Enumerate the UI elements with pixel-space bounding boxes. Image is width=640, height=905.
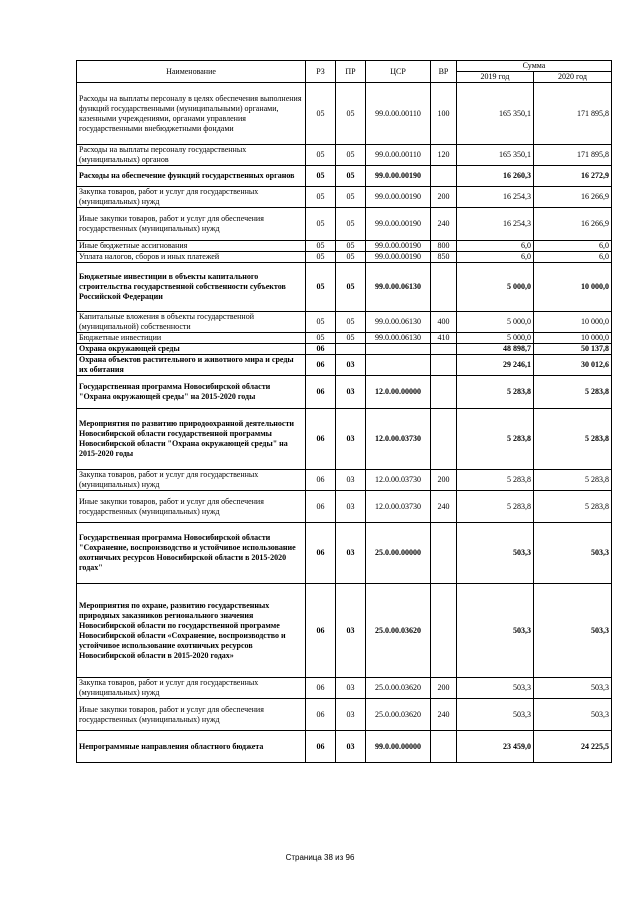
cell-pr: 05 (336, 145, 366, 166)
cell-y2019: 165 350,1 (457, 145, 534, 166)
cell-csr: 25.0.00.00000 (366, 523, 431, 584)
table-row (77, 376, 612, 409)
cell-y2020: 30 012,6 (534, 355, 612, 376)
header-vr: ВР (431, 61, 457, 83)
cell-rz: 05 (306, 208, 336, 241)
cell-y2019: 165 350,1 (457, 83, 534, 145)
cell-y2019: 503,3 (457, 584, 534, 678)
table-row (77, 409, 612, 470)
cell-y2020: 24 225,5 (534, 731, 612, 763)
cell-y2020: 503,3 (534, 523, 612, 584)
cell-csr: 12.0.00.03730 (366, 470, 431, 491)
cell-name: Иные бюджетные ассигнования (77, 241, 306, 252)
cell-y2020: 5 283,8 (534, 409, 612, 470)
cell-rz: 06 (306, 409, 336, 470)
cell-y2019: 16 254,3 (457, 187, 534, 208)
cell-y2019: 5 283,8 (457, 470, 534, 491)
cell-pr: 05 (336, 252, 366, 263)
cell-y2020: 171 895,8 (534, 145, 612, 166)
header-rz: РЗ (306, 61, 336, 83)
cell-pr: 03 (336, 584, 366, 678)
cell-y2020: 503,3 (534, 699, 612, 731)
cell-pr: 05 (336, 208, 366, 241)
cell-y2019: 5 000,0 (457, 333, 534, 344)
cell-y2020: 171 895,8 (534, 83, 612, 145)
cell-y2020: 5 283,8 (534, 470, 612, 491)
cell-vr: 120 (431, 145, 457, 166)
table-row (77, 252, 612, 263)
cell-csr: 12.0.00.03730 (366, 409, 431, 470)
cell-csr: 99.0.00.00190 (366, 241, 431, 252)
cell-pr: 03 (336, 678, 366, 699)
cell-vr: 850 (431, 252, 457, 263)
cell-name: Закупка товаров, работ и услуг для государственных (муниципальных) нужд (77, 470, 306, 491)
cell-y2020: 503,3 (534, 584, 612, 678)
cell-pr: 03 (336, 409, 366, 470)
cell-pr: 05 (336, 241, 366, 252)
cell-vr: 410 (431, 333, 457, 344)
cell-y2019: 503,3 (457, 523, 534, 584)
cell-vr: 240 (431, 208, 457, 241)
cell-y2019: 6,0 (457, 241, 534, 252)
cell-csr: 12.0.00.03730 (366, 491, 431, 523)
table-row (77, 312, 612, 333)
cell-y2019: 16 260,3 (457, 166, 534, 187)
cell-vr (431, 263, 457, 312)
cell-vr (431, 344, 457, 355)
table-row (77, 263, 612, 312)
table-row (77, 166, 612, 187)
table-row (77, 491, 612, 523)
cell-pr: 03 (336, 470, 366, 491)
cell-csr: 25.0.00.03620 (366, 584, 431, 678)
cell-vr (431, 166, 457, 187)
cell-vr: 800 (431, 241, 457, 252)
cell-name: Расходы на выплаты персоналу государственных (муниципальных) органов (77, 145, 306, 166)
cell-rz: 06 (306, 470, 336, 491)
cell-name: Закупка товаров, работ и услуг для государственных (муниципальных) нужд (77, 678, 306, 699)
cell-name: Непрограммные направления областного бюджета (77, 731, 306, 763)
cell-csr: 99.0.00.00190 (366, 187, 431, 208)
cell-pr: 05 (336, 187, 366, 208)
cell-csr: 99.0.00.00000 (366, 731, 431, 763)
header-csr: ЦСР (366, 61, 431, 83)
cell-y2020: 6,0 (534, 252, 612, 263)
cell-y2019: 5 283,8 (457, 376, 534, 409)
cell-name: Расходы на выплаты персоналу в целях обеспечения выполнения функций государственными (муниципальными) органами, казенными учреждениями, органами управления государственными внебюджетными фондами (77, 83, 306, 145)
cell-y2020: 16 272,9 (534, 166, 612, 187)
cell-pr: 05 (336, 83, 366, 145)
cell-vr: 240 (431, 699, 457, 731)
cell-pr: 03 (336, 731, 366, 763)
cell-name: Иные закупки товаров, работ и услуг для обеспечения государственных (муниципальных) нужд (77, 208, 306, 241)
cell-vr: 400 (431, 312, 457, 333)
cell-name: Расходы на обеспечение функций государственных органов (77, 166, 306, 187)
cell-csr: 99.0.00.00110 (366, 83, 431, 145)
cell-csr: 12.0.00.00000 (366, 376, 431, 409)
cell-y2020: 5 283,8 (534, 376, 612, 409)
cell-pr: 05 (336, 312, 366, 333)
table-row (77, 187, 612, 208)
cell-rz: 05 (306, 83, 336, 145)
cell-csr (366, 355, 431, 376)
cell-csr: 99.0.00.06130 (366, 312, 431, 333)
cell-y2020: 16 266,9 (534, 208, 612, 241)
cell-csr: 99.0.00.06130 (366, 333, 431, 344)
cell-y2020: 10 000,0 (534, 312, 612, 333)
cell-csr: 99.0.00.00190 (366, 208, 431, 241)
cell-name: Иные закупки товаров, работ и услуг для обеспечения государственных (муниципальных) нужд (77, 699, 306, 731)
cell-y2019: 503,3 (457, 678, 534, 699)
cell-vr: 240 (431, 491, 457, 523)
cell-y2019: 29 246,1 (457, 355, 534, 376)
header-sum: Сумма (457, 61, 612, 72)
cell-csr: 25.0.00.03620 (366, 699, 431, 731)
table-row (77, 333, 612, 344)
cell-rz: 06 (306, 731, 336, 763)
cell-name: Иные закупки товаров, работ и услуг для обеспечения государственных (муниципальных) нужд (77, 491, 306, 523)
table-row (77, 678, 612, 699)
cell-vr: 100 (431, 83, 457, 145)
table-row (77, 355, 612, 376)
cell-pr: 05 (336, 263, 366, 312)
cell-y2020: 10 000,0 (534, 263, 612, 312)
cell-name: Охрана окружающей среды (77, 344, 306, 355)
cell-pr: 05 (336, 166, 366, 187)
cell-vr (431, 731, 457, 763)
cell-y2020: 6,0 (534, 241, 612, 252)
table-row (77, 470, 612, 491)
header-year-2019: 2019 год (457, 72, 534, 83)
cell-rz: 05 (306, 241, 336, 252)
header-year-2020: 2020 год (534, 72, 612, 83)
table-row (77, 523, 612, 584)
cell-y2020: 503,3 (534, 678, 612, 699)
header-name: Наименование (77, 61, 306, 83)
cell-y2019: 23 459,0 (457, 731, 534, 763)
cell-y2020: 50 137,8 (534, 344, 612, 355)
cell-rz: 06 (306, 523, 336, 584)
cell-rz: 06 (306, 355, 336, 376)
cell-rz: 06 (306, 584, 336, 678)
cell-csr: 99.0.00.06130 (366, 263, 431, 312)
cell-csr: 99.0.00.00190 (366, 166, 431, 187)
budget-table (76, 60, 612, 763)
cell-rz: 06 (306, 491, 336, 523)
cell-csr (366, 344, 431, 355)
cell-y2019: 16 254,3 (457, 208, 534, 241)
cell-rz: 06 (306, 344, 336, 355)
table-body (77, 83, 612, 763)
cell-vr (431, 376, 457, 409)
cell-rz: 05 (306, 187, 336, 208)
table-row (77, 241, 612, 252)
cell-vr: 200 (431, 187, 457, 208)
cell-pr: 03 (336, 523, 366, 584)
cell-rz: 06 (306, 678, 336, 699)
cell-name: Государственная программа Новосибирской области "Охрана окружающей среды" на 2015-2020 годы (77, 376, 306, 409)
cell-y2019: 6,0 (457, 252, 534, 263)
cell-vr (431, 584, 457, 678)
cell-vr (431, 355, 457, 376)
cell-y2020: 16 266,9 (534, 187, 612, 208)
cell-pr: 03 (336, 376, 366, 409)
table-row (77, 208, 612, 241)
table-row (77, 699, 612, 731)
cell-vr: 200 (431, 678, 457, 699)
cell-rz: 05 (306, 312, 336, 333)
cell-y2019: 5 283,8 (457, 491, 534, 523)
header-pr: ПР (336, 61, 366, 83)
cell-rz: 05 (306, 333, 336, 344)
cell-y2019: 5 000,0 (457, 312, 534, 333)
cell-pr: 03 (336, 699, 366, 731)
cell-rz: 05 (306, 145, 336, 166)
cell-pr (336, 344, 366, 355)
cell-rz: 05 (306, 166, 336, 187)
cell-pr: 03 (336, 491, 366, 523)
cell-y2020: 5 283,8 (534, 491, 612, 523)
cell-vr: 200 (431, 470, 457, 491)
cell-name: Бюджетные инвестиции (77, 333, 306, 344)
cell-name: Бюджетные инвестиции в объекты капитального строительства государственной собственности субъектов Российской Федерации (77, 263, 306, 312)
cell-pr: 03 (336, 355, 366, 376)
table-row (77, 83, 612, 145)
cell-rz: 05 (306, 263, 336, 312)
table-row (77, 145, 612, 166)
cell-y2019: 5 000,0 (457, 263, 534, 312)
cell-vr (431, 523, 457, 584)
cell-name: Охрана объектов растительного и животного мира и среды их обитания (77, 355, 306, 376)
cell-y2019: 48 898,7 (457, 344, 534, 355)
cell-rz: 06 (306, 699, 336, 731)
cell-name: Уплата налогов, сборов и иных платежей (77, 252, 306, 263)
page-number: Страница 38 из 96 (285, 853, 355, 862)
cell-pr: 05 (336, 333, 366, 344)
cell-rz: 06 (306, 376, 336, 409)
cell-rz: 05 (306, 252, 336, 263)
cell-csr: 99.0.00.00110 (366, 145, 431, 166)
cell-vr (431, 409, 457, 470)
cell-name: Капитальные вложения в объекты государственной (муниципальной) собственности (77, 312, 306, 333)
cell-csr: 99.0.00.00190 (366, 252, 431, 263)
cell-y2019: 503,3 (457, 699, 534, 731)
cell-csr: 25.0.00.03620 (366, 678, 431, 699)
cell-y2019: 5 283,8 (457, 409, 534, 470)
cell-name: Мероприятия по охране, развитию государственных природных заказников регионального значения Новосибирской области по государственной программе Новосибирской области «Сохранение, воспроизводство и устойчивое использование охотничьих ресурсов Новосибирской области в 2015-2020 годах» (77, 584, 306, 678)
cell-name: Государственная программа Новосибирской области "Сохранение, воспроизводство и устойчивое использование охотничьих ресурсов Новосибирской области в 2015-2020 годах" (77, 523, 306, 584)
table-row (77, 731, 612, 763)
cell-name: Мероприятия по развитию природоохранной деятельности Новосибирской области государственной программы Новосибирской области "Охрана окружающей среды" на 2015-2020 годы (77, 409, 306, 470)
table-row (77, 344, 612, 355)
table-row (77, 584, 612, 678)
cell-name: Закупка товаров, работ и услуг для государственных (муниципальных) нужд (77, 187, 306, 208)
cell-y2020: 10 000,0 (534, 333, 612, 344)
